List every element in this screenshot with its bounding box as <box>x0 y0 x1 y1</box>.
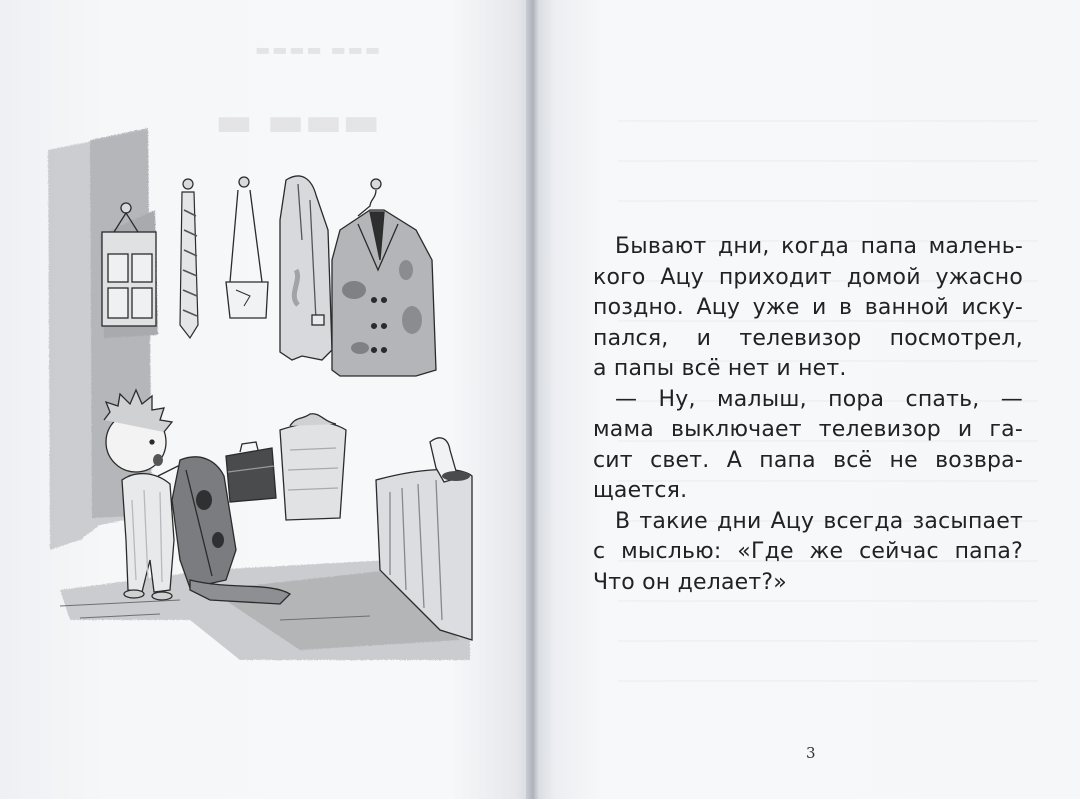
illustration-svg <box>40 120 500 680</box>
text-line: Что он делает?» <box>593 569 787 595</box>
hanging-tie <box>180 179 198 338</box>
text-line: В такие дни Ацу всегда засыпает <box>615 508 1023 534</box>
laundry-basket <box>280 414 346 520</box>
hanging-bag <box>226 177 268 318</box>
paragraph-2 <box>593 385 1023 507</box>
text-line: мама выключает телевизор и га- <box>593 417 1023 442</box>
text-line: пался, и телевизор посмотрел, <box>593 325 1023 351</box>
left-page <box>0 0 530 799</box>
text-line: с мыслью: «Где же сейчас папа? <box>593 539 1023 564</box>
hanging-jacket <box>332 179 436 376</box>
show-through: ▬▬▬ ▬▬▬▬ ▬▬▬ ▬ <box>214 40 380 145</box>
text-line: кого Ацу приходит домой ужасно <box>593 264 1023 290</box>
text-line: Бывают дни, когда папа малень- <box>615 234 1023 259</box>
text-line: а папы всё нет и нет. <box>593 356 847 381</box>
page-number: 3 <box>806 744 816 762</box>
text-line: щается. <box>593 478 688 503</box>
hanging-light-coat <box>280 176 332 360</box>
briefcase <box>226 442 276 502</box>
text-line: сит свет. А папа всё не возвра- <box>593 447 1023 473</box>
illustration <box>40 120 500 680</box>
paragraph-1 <box>593 232 1023 385</box>
paragraph-3 <box>593 507 1023 599</box>
text-line: поздно. Ацу уже и в ванной иску- <box>593 295 1023 320</box>
story-text <box>593 232 1023 598</box>
text-line: — Ну, малыш, пора спать, — <box>615 386 1023 412</box>
